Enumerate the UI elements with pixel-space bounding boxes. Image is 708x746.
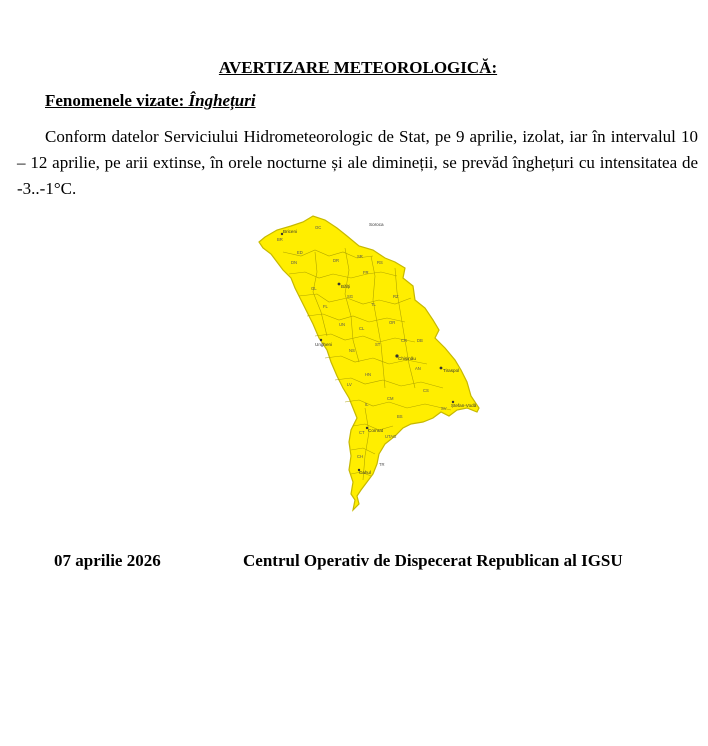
- phenomena-value: Înghețuri: [188, 91, 256, 110]
- district-label: DN: [291, 260, 298, 265]
- district-label: CR: [401, 338, 408, 343]
- district-label: FL: [323, 304, 328, 309]
- issuer-name: Centrul Operativ de Dispecerat Republican al IGSU: [243, 551, 623, 570]
- city-label: Ștefan-Vodă: [451, 403, 477, 408]
- warning-title: AVERTIZARE METEOROLOGICĂ:: [218, 58, 498, 77]
- district-label: BR: [277, 237, 283, 242]
- district-label: CL: [359, 326, 365, 331]
- city-label: Ungheni: [315, 342, 333, 347]
- district-label: DR: [333, 258, 340, 263]
- city-label: Comrat: [368, 428, 384, 433]
- district-label: RS: [377, 260, 383, 265]
- city-label: Tiraspol: [443, 368, 460, 373]
- district-label: ED: [297, 250, 303, 255]
- district-label: ST: [375, 342, 381, 347]
- district-label: HN: [365, 372, 372, 377]
- phenomena-label: Fenomenele vizate:: [45, 91, 189, 110]
- city-label: Soroca: [369, 222, 384, 227]
- district-label: CH: [357, 454, 364, 459]
- district-label: CT: [359, 430, 365, 435]
- phenomena-line: [45, 91, 256, 111]
- district-label: IL: [365, 402, 369, 407]
- warning-body: Conform datelor Serviciului Hidrometeorologic de Stat, pe 9 aprilie, izolat, iar în intervalul 10 – 12 aprilie, pe arii extinse, în orele nocturne și ale dimineții, se prevăd înghețuri cu intensitatea de -3..-1°C.: [17, 127, 698, 198]
- issue-date: 07 aprilie 2026: [54, 551, 161, 570]
- district-label: TL: [371, 302, 376, 307]
- district-label: OC: [315, 225, 322, 230]
- district-label: SR: [357, 254, 363, 259]
- district-label: UTAG: [385, 434, 397, 439]
- district-label: AN: [415, 366, 421, 371]
- city-label: Briceni: [283, 229, 298, 234]
- city-label: Bălți: [341, 284, 350, 289]
- moldova-map: [255, 212, 487, 512]
- district-label: OR: [389, 320, 396, 325]
- district-label: CM: [387, 396, 394, 401]
- district-label: TR: [379, 462, 385, 467]
- district-label: CS: [423, 388, 429, 393]
- city-label: Chișinău: [398, 356, 416, 361]
- district-label: SG: [347, 294, 354, 299]
- district-label: FR: [363, 270, 369, 275]
- district-label: UN: [339, 322, 346, 327]
- district-label: DB: [417, 338, 423, 343]
- district-label: LV: [347, 382, 352, 387]
- district-label: BS: [397, 414, 403, 419]
- district-label: GL: [311, 286, 317, 291]
- city-label: Cahul: [359, 470, 372, 475]
- district-label: NS: [349, 348, 355, 353]
- district-label: RZ: [393, 294, 399, 299]
- district-label: SV: [441, 406, 447, 411]
